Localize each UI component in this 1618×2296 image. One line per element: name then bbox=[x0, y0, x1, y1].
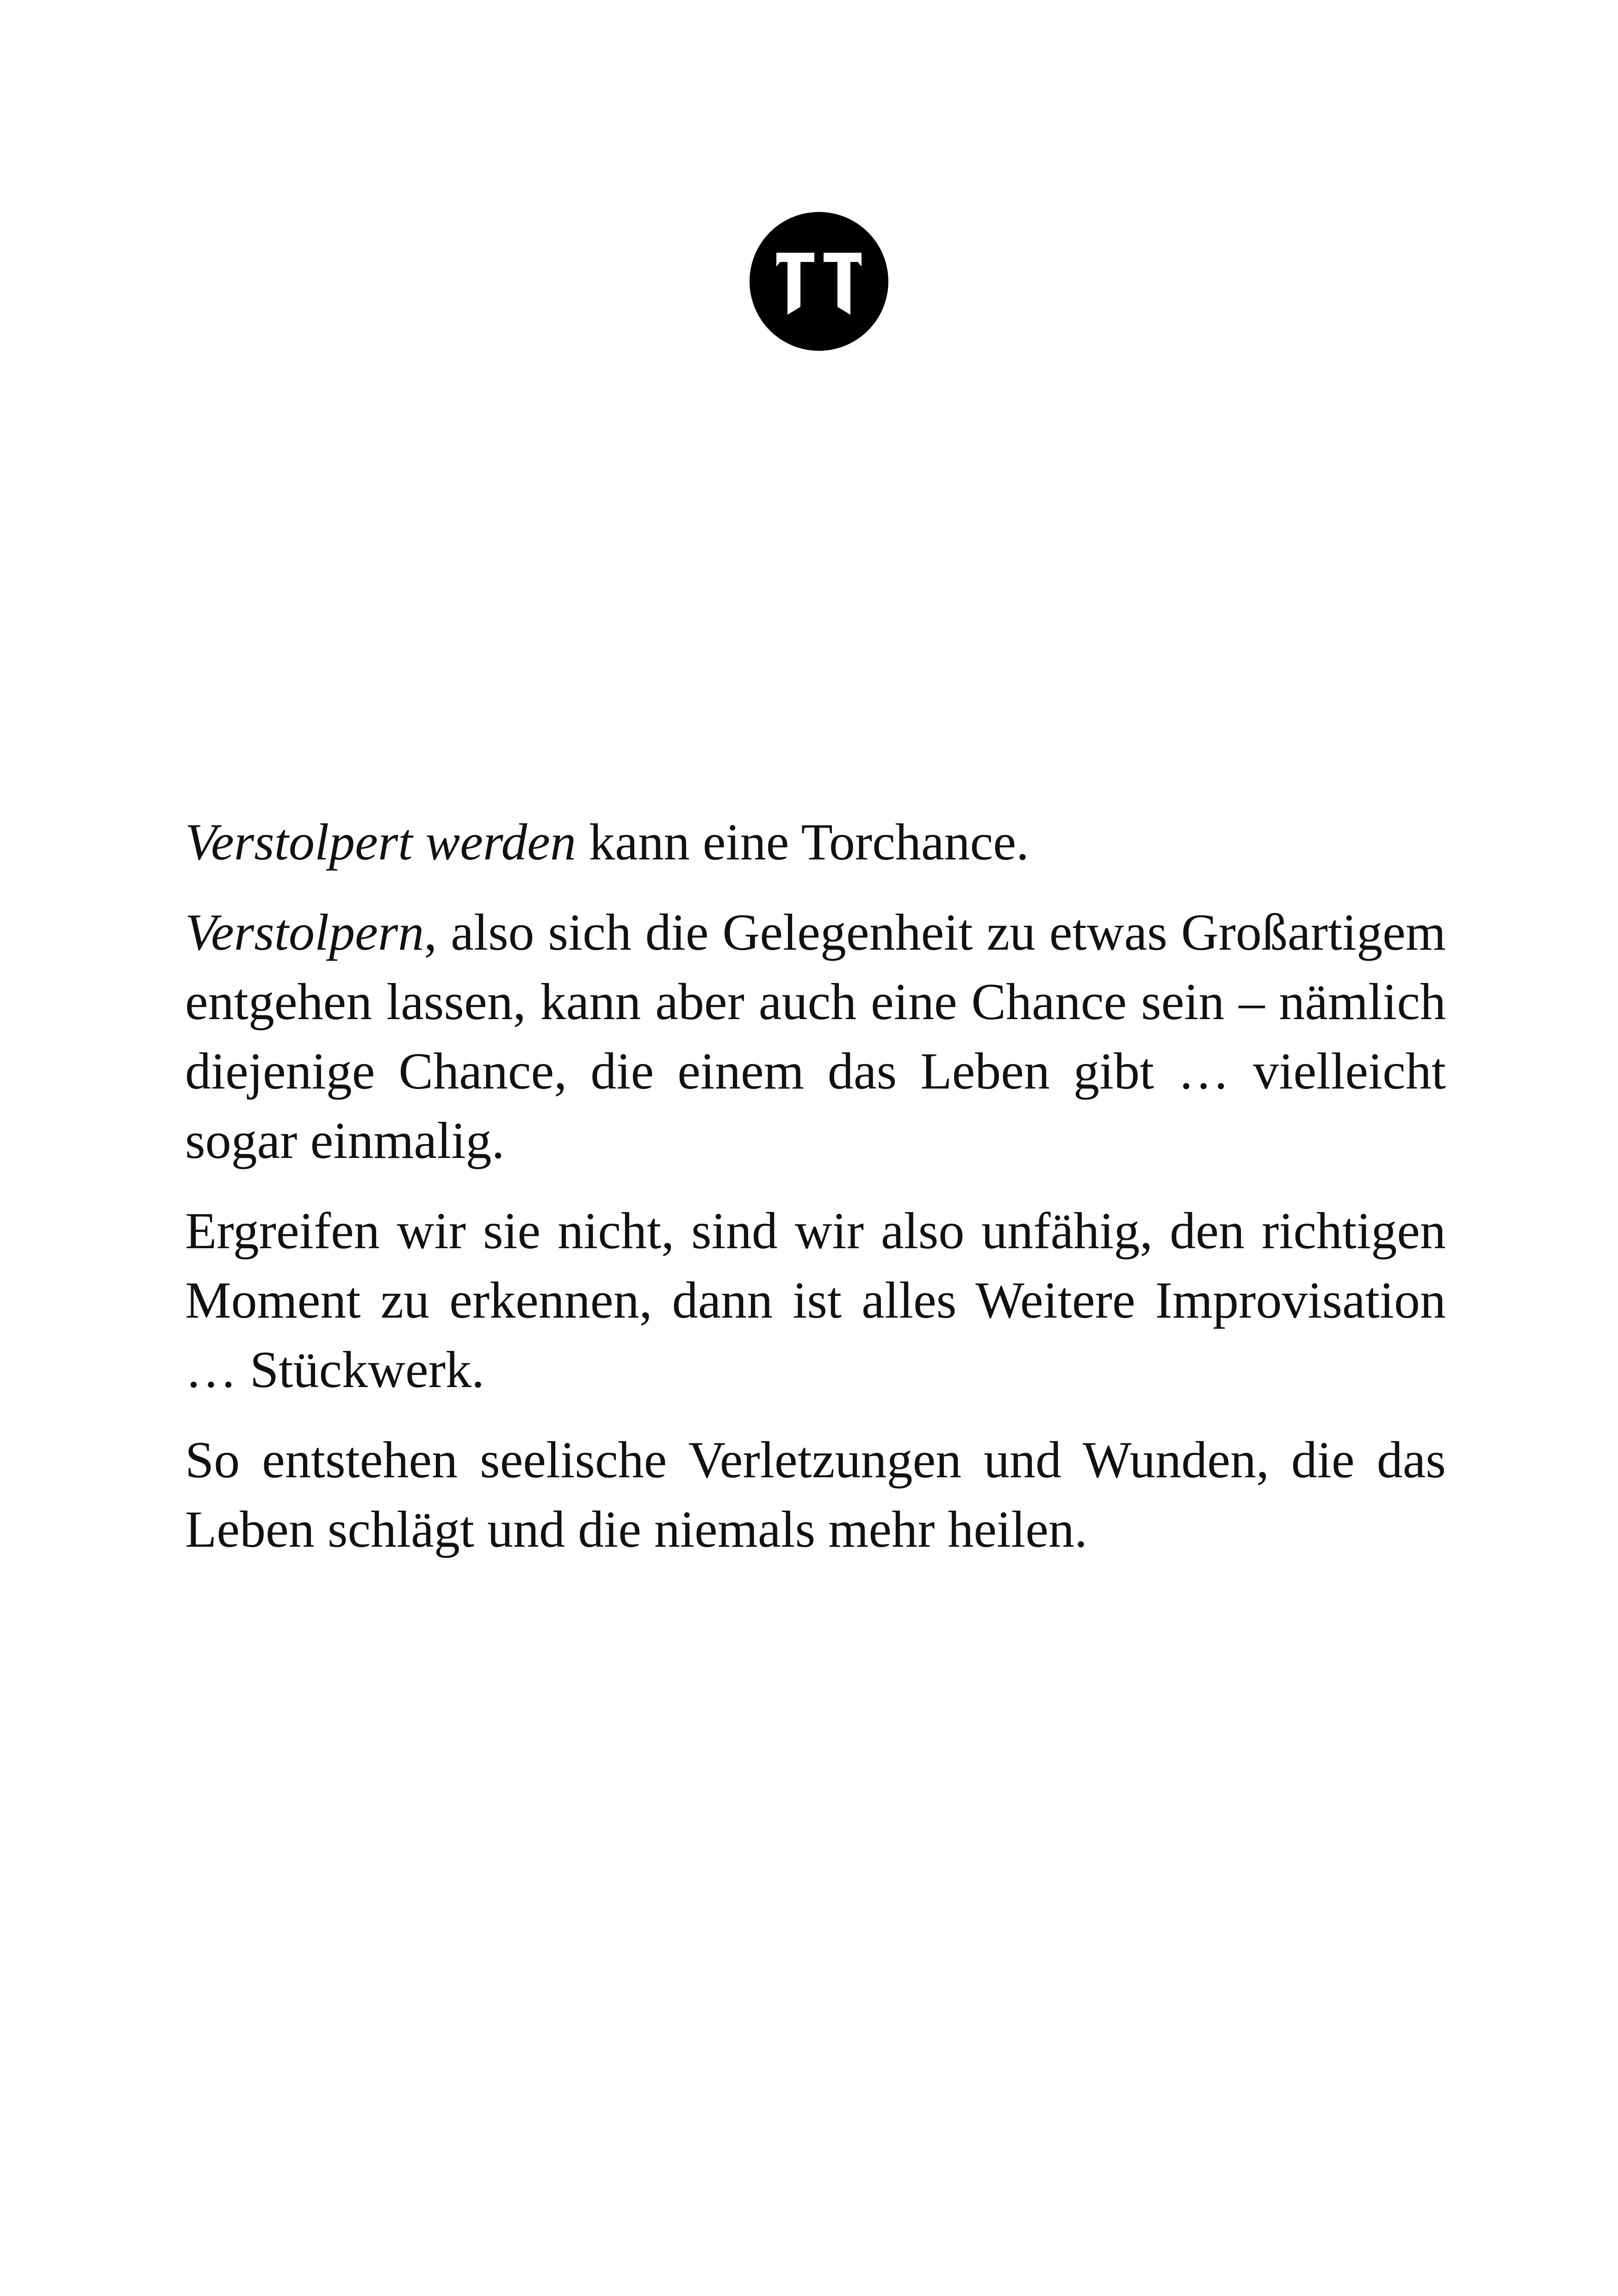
paragraph-3-text: Ergreifen wir sie nicht, sind wir also unfähig, den richtigen Moment zu erkennen, dann ist alles Weitere Improvisation … Stückwerk. bbox=[185, 1202, 1446, 1399]
publisher-logo bbox=[750, 212, 888, 351]
paragraph-1 bbox=[185, 808, 1446, 877]
tt-monogram-icon bbox=[750, 212, 888, 351]
paragraph-3 bbox=[185, 1196, 1446, 1405]
paragraph-2 bbox=[185, 898, 1446, 1176]
paragraph-2-emphasis: Verstolpern bbox=[185, 904, 424, 961]
paragraph-2-text: , also sich die Gelegenheit zu etwas Großartigem entgehen lassen, kann aber auch eine Chance sein – nämlich diejenige Chance, die einem das Leben gibt … vielleicht sogar einmalig. bbox=[185, 904, 1446, 1170]
paragraph-1-emphasis: Verstolpert werden bbox=[185, 814, 577, 871]
paragraph-1-text: kann eine Torchance. bbox=[576, 814, 1029, 871]
paragraph-4 bbox=[185, 1425, 1446, 1564]
paragraph-4-text: So entstehen seelische Verletzungen und Wunden, die das Leben schlägt und die niemals mehr heilen. bbox=[185, 1431, 1446, 1558]
body-text bbox=[185, 808, 1446, 1585]
